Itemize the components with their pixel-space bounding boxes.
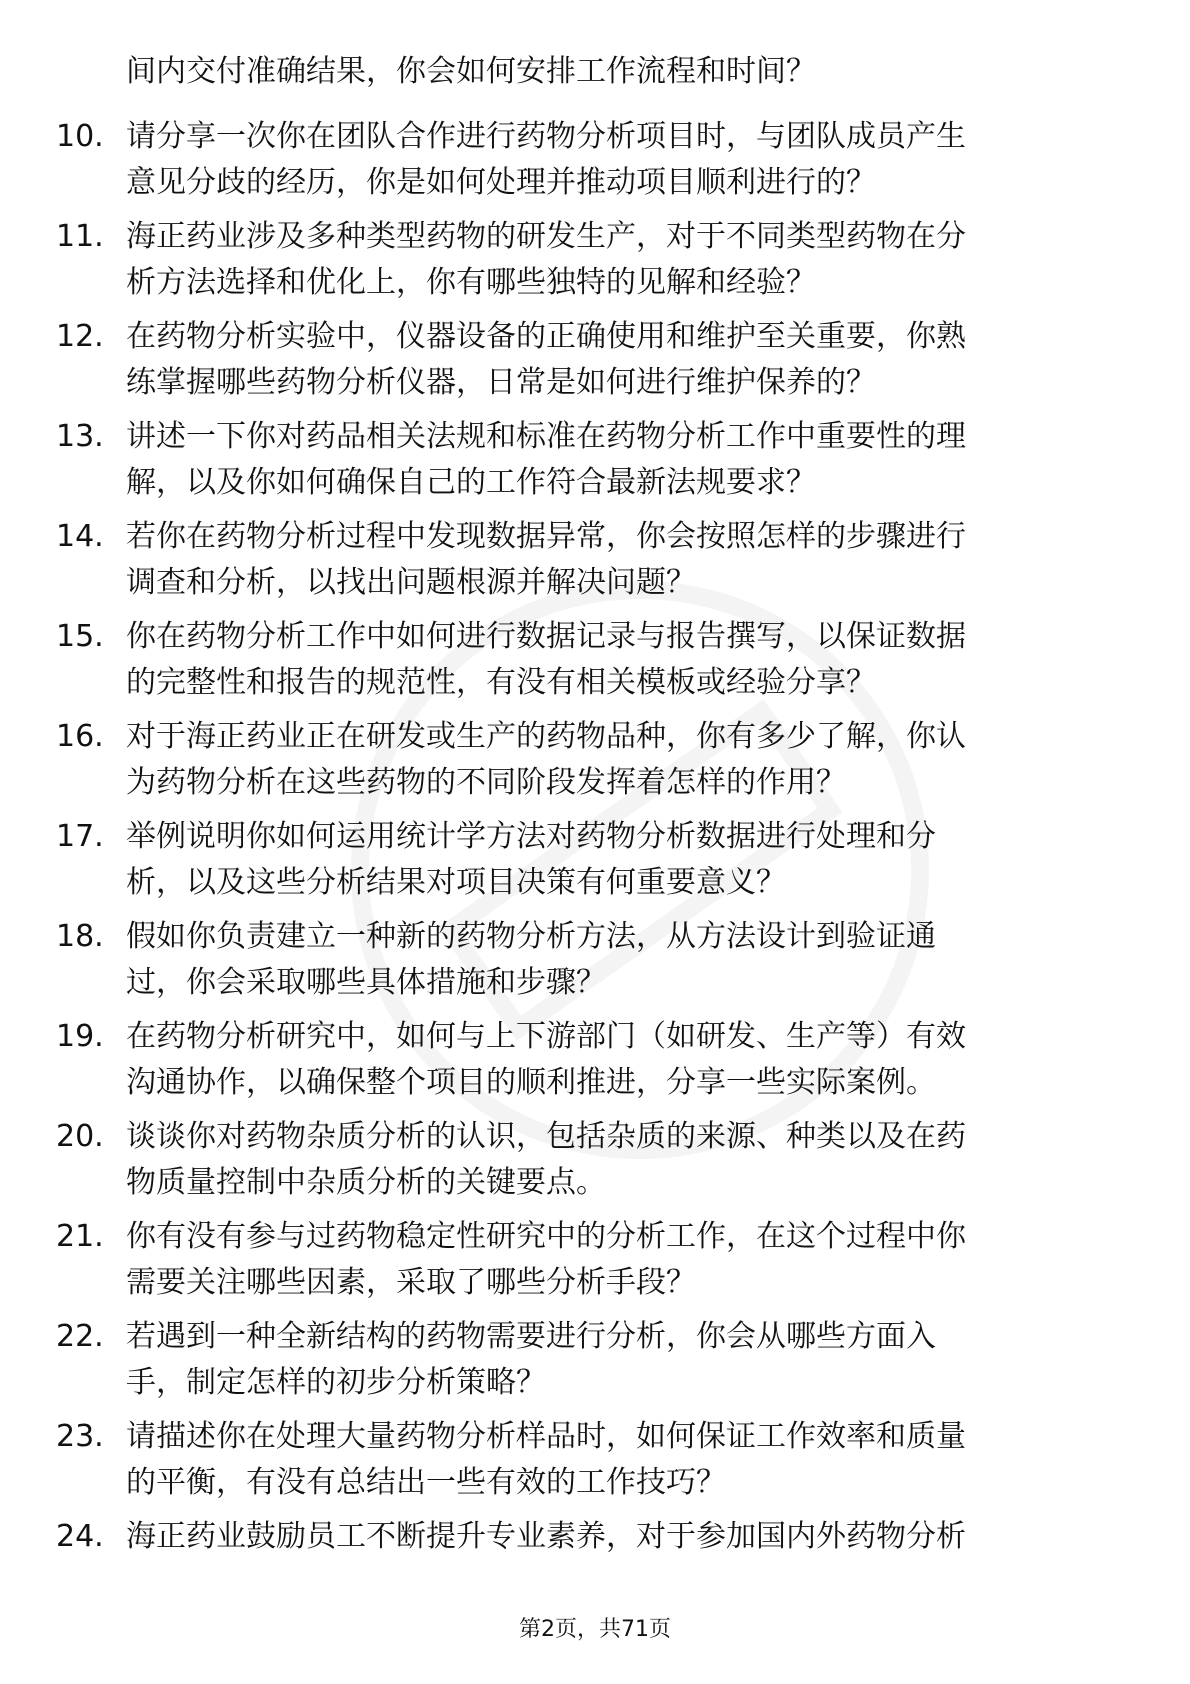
- question-item: [0, 1114, 1190, 1214]
- question-item: [0, 414, 1190, 514]
- question-text: 在药物分析实验中，仪器设备的正确使用和维护至关重要，你熟 练掌握哪些药物分析仪器，日常是如何进行维护保养的？: [126, 319, 966, 400]
- question-number: 17.: [56, 819, 104, 854]
- question-number: 20.: [56, 1119, 104, 1154]
- question-text: 对于海正药业正在研发或生产的药物品种，你有多少了解，你认 为药物分析在这些药物的不同阶段发挥着怎样的作用？: [126, 719, 966, 800]
- question-text: 请描述你在处理大量药物分析样品时，如何保证工作效率和质量 的平衡，有没有总结出一些有效的工作技巧？: [126, 1419, 966, 1500]
- question-text: 假如你负责建立一种新的药物分析方法，从方法设计到验证通 过，你会采取哪些具体措施和步骤？: [126, 919, 936, 1000]
- question-list: [0, 114, 1190, 1614]
- question-text: 海正药业涉及多种类型药物的研发生产，对于不同类型药物在分 析方法选择和优化上，你有哪些独特的见解和经验？: [126, 219, 966, 300]
- continued-question-text: 间内交付准确结果，你会如何安排工作流程和时间？: [126, 54, 816, 89]
- question-number: 14.: [56, 519, 104, 554]
- question-number: 15.: [56, 619, 104, 654]
- question-number: 10.: [56, 119, 104, 154]
- question-item: [0, 714, 1190, 814]
- question-text: 若遇到一种全新结构的药物需要进行分析，你会从哪些方面入 手，制定怎样的初步分析策略？: [126, 1319, 936, 1400]
- question-item: [0, 114, 1190, 214]
- question-item: [0, 1214, 1190, 1314]
- question-item: [0, 1514, 1190, 1614]
- question-item: [0, 614, 1190, 714]
- question-number: 13.: [56, 419, 104, 454]
- question-item: [0, 214, 1190, 314]
- question-number: 23.: [56, 1419, 104, 1454]
- question-item: [0, 914, 1190, 1014]
- question-item: [0, 1014, 1190, 1114]
- question-item: [0, 314, 1190, 414]
- question-item: [0, 814, 1190, 914]
- question-number: 21.: [56, 1219, 104, 1254]
- question-item: [0, 1414, 1190, 1514]
- question-text: 你有没有参与过药物稳定性研究中的分析工作，在这个过程中你 需要关注哪些因素，采取了哪些分析手段？: [126, 1219, 966, 1300]
- question-number: 12.: [56, 319, 104, 354]
- question-item: [0, 514, 1190, 614]
- question-text: 请分享一次你在团队合作进行药物分析项目时，与团队成员产生 意见分歧的经历，你是如何处理并推动项目顺利进行的？: [126, 119, 966, 200]
- question-number: 24.: [56, 1519, 104, 1554]
- question-text: 讲述一下你对药品相关法规和标准在药物分析工作中重要性的理 解，以及你如何确保自己的工作符合最新法规要求？: [126, 419, 966, 500]
- question-text: 谈谈你对药物杂质分析的认识，包括杂质的来源、种类以及在药 物质量控制中杂质分析的关键要点。: [126, 1119, 966, 1200]
- question-number: 11.: [56, 219, 104, 254]
- question-item: [0, 1314, 1190, 1414]
- question-text: 在药物分析研究中，如何与上下游部门（如研发、生产等）有效 沟通协作，以确保整个项目的顺利推进，分享一些实际案例。: [126, 1019, 966, 1100]
- question-number: 18.: [56, 919, 104, 954]
- question-text: 海正药业鼓励员工不断提升专业素养，对于参加国内外药物分析: [126, 1519, 966, 1554]
- question-text: 举例说明你如何运用统计学方法对药物分析数据进行处理和分 析，以及这些分析结果对项目决策有何重要意义？: [126, 819, 936, 900]
- question-number: 16.: [56, 719, 104, 754]
- page-number-footer: 第2页，共71页: [519, 1617, 671, 1642]
- question-text: 若你在药物分析过程中发现数据异常，你会按照怎样的步骤进行 调查和分析，以找出问题根源并解决问题？: [126, 519, 966, 600]
- question-text: 你在药物分析工作中如何进行数据记录与报告撰写，以保证数据 的完整性和报告的规范性，有没有相关模板或经验分享？: [126, 619, 966, 700]
- question-number: 22.: [56, 1319, 104, 1354]
- question-number: 19.: [56, 1019, 104, 1054]
